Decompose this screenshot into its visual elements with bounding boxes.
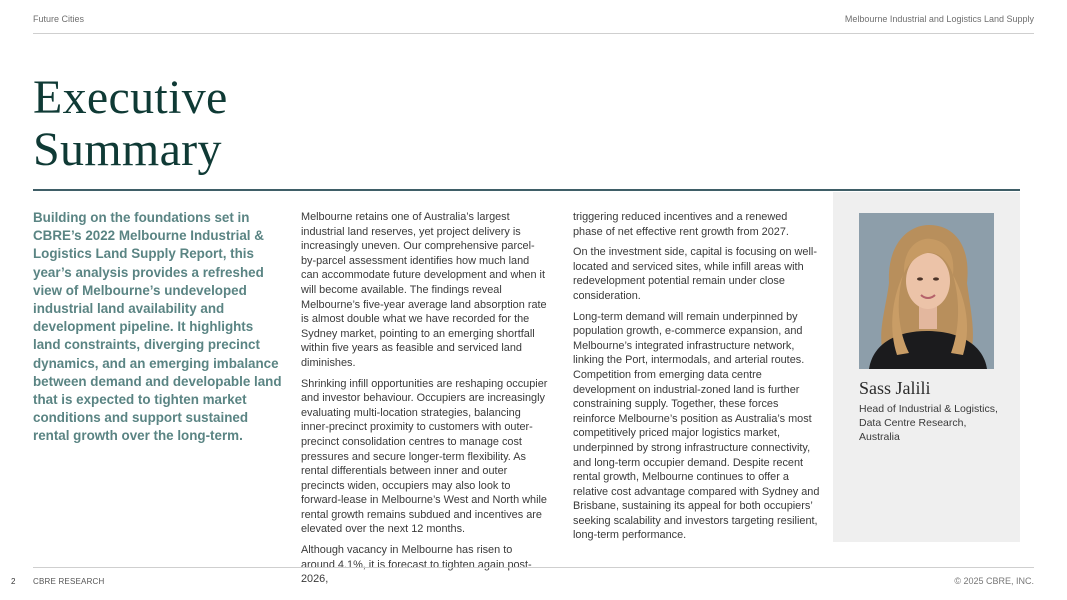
- author-photo: [859, 213, 994, 369]
- intro-paragraph: Building on the foundations set in CBRE’s 2022 Melbourne Industrial & Logistics Land Supply Report, this year’s analysis provides a refreshed view of Melbourne’s undeveloped industrial land availability and development pipeline. It highlights land constraints, diverging precinct dynamics, and an emerging imbalance between demand and developable land that is expected to tighten market conditions and support sustained rental growth over the long-term.: [33, 210, 282, 444]
- page-title-line-2: Summary: [33, 123, 222, 176]
- column1-paragraph-3: Although vacancy in Melbourne has risen to around 4.1%, it is forecast to tighten again post-2026,: [301, 544, 532, 586]
- page-number: 2: [11, 577, 16, 586]
- page-title-line-1: Executive: [33, 71, 228, 124]
- column1-paragraph-1: Melbourne retains one of Australia’s largest industrial land reserves, yet project delivery is increasingly uneven. Our comprehensive parcel-by-parcel assessment identifies how much land can accommodate future development and when it will become available. The findings reveal Melbourne’s five-year average land absorption rate is almost double what we have recorded for the Sydney market, pointing to an emerging shortfall within five years as feasible and serviced land diminishes.: [301, 211, 547, 369]
- body-column-1: [301, 210, 548, 593]
- author-name: Sass Jalili: [859, 378, 931, 398]
- header-divider: [33, 33, 1034, 34]
- column2-paragraph-2: On the investment side, capital is focusing on well-located and serviced sites, while infill areas with redevelopment potential remain under close consideration.: [573, 246, 817, 302]
- header-report-title: Melbourne Industrial and Logistics Land Supply: [844, 14, 1034, 24]
- column2-paragraph-3: Long-term demand will remain underpinned by population growth, e-commerce expansion, and Melbourne’s integrated infrastructure network, linking the Port, intermodals, and arterial routes. Competition from emerging data centre development on industrial-zoned land is further constraining supply. Together, these forces reinforce Melbourne’s position as Australia’s most competitively priced major logistics market, underpinned by strong infrastructure connectivity, and long-term occupier demand. Despite recent rental growth, Melbourne continues to offer a relative cost advantage compared with Sydney and Brisbane, sustaining its appeal for both occupiers’ seeking scalability and investors targeting resilient, long-term performance.: [573, 310, 820, 542]
- column1-paragraph-2: Shrinking infill opportunities are reshaping occupier and investor behaviour. Occupiers are increasingly evaluating multi-location strategies, balancing inner-precinct proximity to customers with outer-precinct consolidation centres to manage cost pressures and secure longer-term flexibility. As rental differentials between inner and outer precincts widen, occupiers may also look to forward-lease in Melbourne’s West and North while rental growth remains subdued and incentives are elevated over the next 12 months.: [301, 377, 548, 536]
- body-column-2: [573, 210, 820, 549]
- header-section-label: Future Cities: [33, 14, 85, 24]
- page-title: [33, 72, 228, 176]
- column2-paragraph-1: triggering reduced incentives and a renewed phase of net effective rent growth from 2027.: [573, 211, 789, 238]
- footer-publisher: CBRE RESEARCH: [33, 577, 105, 586]
- footer-copyright: © 2025 CBRE, INC.: [954, 576, 1034, 586]
- footer-divider: [33, 567, 1034, 568]
- title-divider: [33, 189, 1020, 191]
- author-portrait-illustration: [859, 213, 994, 369]
- author-profile-card: [833, 192, 1020, 542]
- author-role: Head of Industrial & Logistics, Data Centre Research, Australia: [859, 403, 998, 443]
